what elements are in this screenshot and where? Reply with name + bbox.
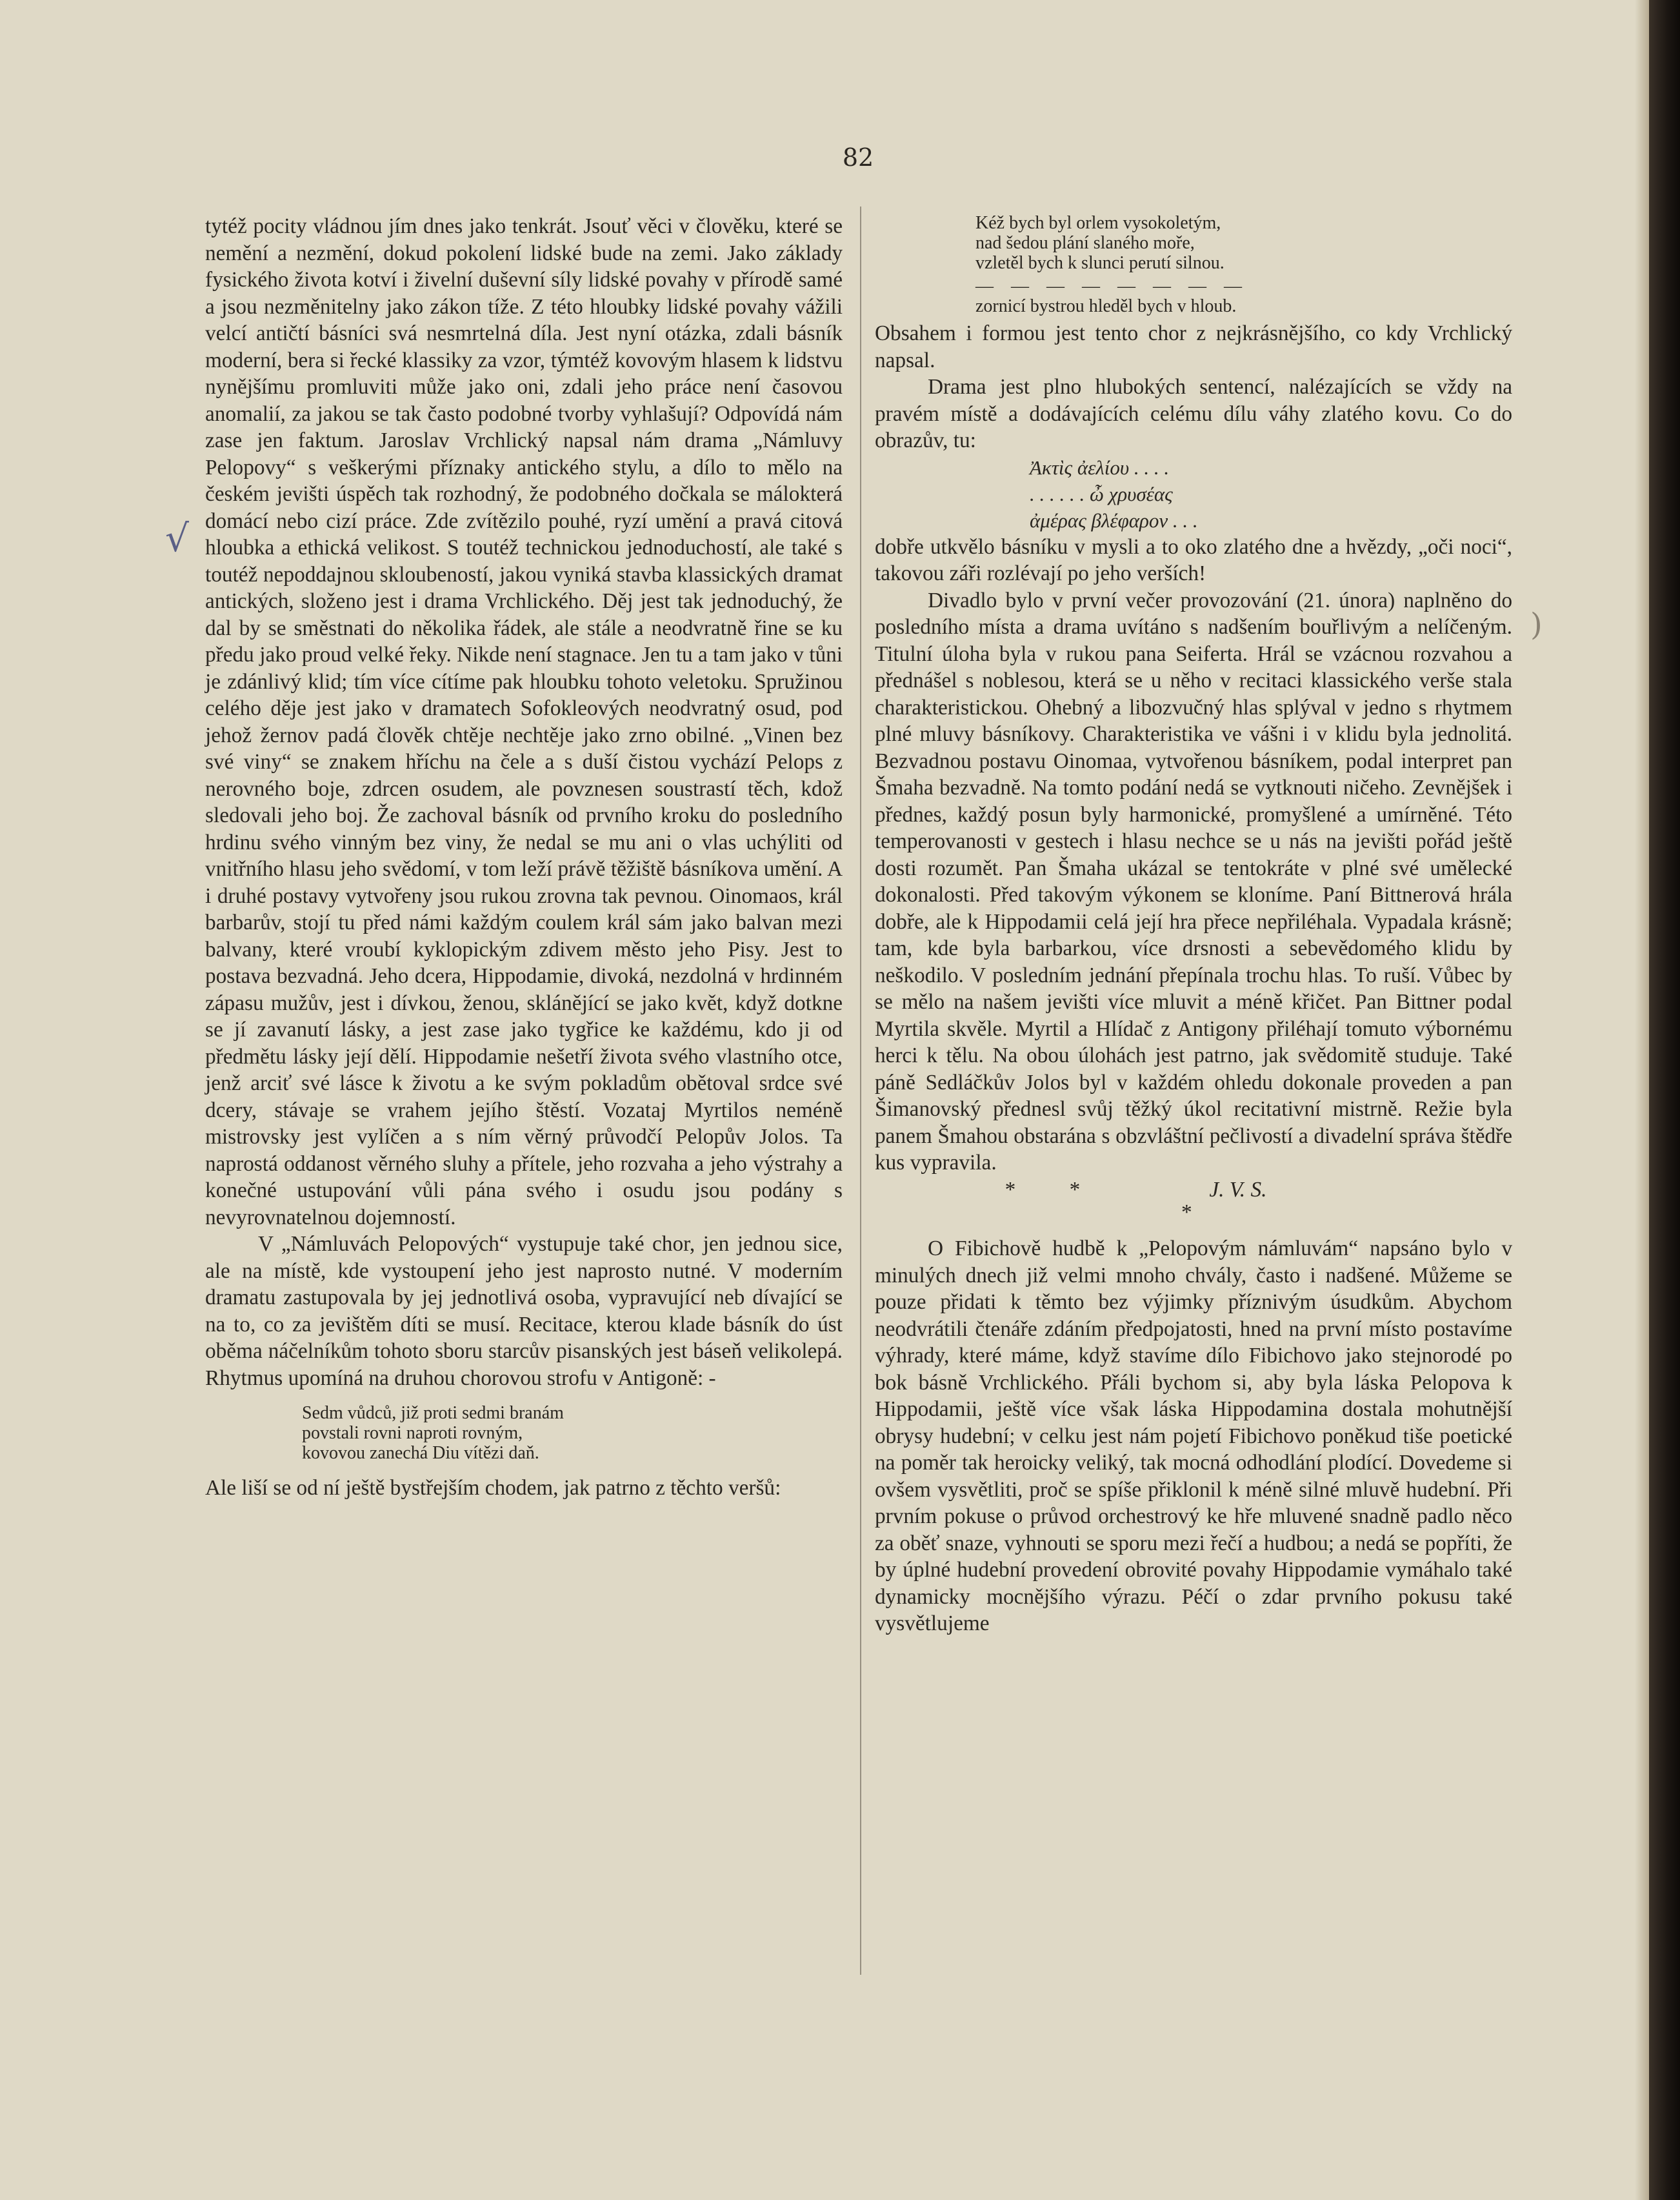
- margin-bracket: ): [1530, 607, 1543, 643]
- left-column: [205, 213, 843, 1502]
- left-paragraph-3: Ale liší se od ní ještě bystřejším chodem, jak patrno z těchto veršů:: [205, 1476, 781, 1500]
- verse-line: vzletěl bych k slunci perutí silnou.: [975, 253, 1225, 273]
- verse-line: Sedm vůdců, již proti sedmi branám: [302, 1403, 564, 1423]
- verse-line: zornicí bystrou hleděl bych v hloub.: [975, 296, 1237, 316]
- verse-line: kovovou zanechá Diu vítězi daň.: [302, 1443, 539, 1463]
- page-number: 82: [842, 143, 874, 172]
- left-paragraph-2: V „Námluvách Pelopových“ vystupuje také chor, jen jednou sice, ale na místě, kde vystoupení jeho jest naprosto nutné. V moderním dramatu zastupovala by jej jednotlivá osoba, vypravující neb dívající se na to, co za jevištěm díti se musí. Recitace, kterou klade básník do úst oběma náčelníkům tohoto sboru starcův pisanských jest báseň velikolepá. Rhytmus upomíná na druhou chorovou strofu v Antigoně: -: [205, 1232, 843, 1390]
- page-edge-shadow: [1635, 0, 1649, 2200]
- right-paragraph-5: O Fibichově hudbě k „Pelopovým námluvám“ napsáno bylo v minulých dnech již velmi mnoho chvály, často i nadšené. Můžeme se pouze přidati k těmto bez výjimky příznivým úsudkům. Abychom neodvrátili čtenáře zdáním předpojatosti, hned na první místo postavíme výhrady, které máme, když stavíme dílo Fibichovo jako stejnorodé po bok básně Vrchlického. Přáli bychom si, aby byla láska Pelopova k Hippodamii, ještě více však láska Hippodamina dostala mohutnější obrysy hudební; v celku jest nám pojetí Fibichovo poněkud tiše poetické na poměr tak heroicky veliký, tak mocná odhodlání plodící. Dovedeme si ovšem vysvětliti, proč se spíše přiklonil k méně silné mluvě hudební. Při prvním pokuse o průvod orchestrový ke hře mluvené snadně padlo něco za oběť snaze, vyhnouti se sporu mezi řečí a hudbou; a nedá se popříti, že by úplné hudební provedení obrovité povahy Hippodamie vymáhalo také dynamicky mocnějšího výrazu. Péčí o zdar prvního pokusu také vysvětlujeme: [875, 1236, 1512, 1635]
- verse-line: Kéž bych byl orlem vysokoletým,: [975, 213, 1221, 233]
- greek-line: Ἀκτὶς ἀελίου . . . .: [1030, 456, 1170, 479]
- chor-verse: [975, 213, 1512, 273]
- greek-line: ἀμέρας βλέφαρον . . .: [1030, 509, 1198, 532]
- star: *: [1069, 1177, 1081, 1202]
- signature-line: [875, 1176, 1512, 1204]
- section-star: *: [1181, 1200, 1192, 1224]
- right-paragraph-1: Obsahem i formou jest tento chor z nejkrásnějšího, co kdy Vrchlický napsal.: [875, 321, 1512, 372]
- antigone-verse: [302, 1403, 843, 1463]
- verse-dashes: — — — — — — — —: [975, 276, 1248, 296]
- star: *: [1005, 1177, 1016, 1202]
- book-spine-edge: [1649, 0, 1680, 2200]
- author-signature: J. V. S.: [1209, 1177, 1267, 1202]
- verse-line: nad šedou plání slaného moře,: [975, 233, 1195, 253]
- right-paragraph-4: Divadlo bylo v první večer provozování (21. února) naplněno do posledního místa a drama uvítáno s nadšením bouřlivým a nelíčeným. Titulní úloha byla v rukou pana Seiferta. Hrál se vzácnou rozvahou a přednášel s noblesou, která se u něho v recitaci klassického verše stala charakteristickou. Ohebný a libozvučný hlas splýval v jedno s rhytmem plné mluvy básníkovy. Charakteristika ve vášni i v klidu byla jednolitá. Bezvadnou postavu Oinomaa, vytvořenou básníkem, podal interpret pan Šmaha bezvadně. Na tomto podání nedá se vytknouti ničeho. Zevnějšek i přednes, každý posun byly harmonické, promyšlené a umírněné. Této temperovanosti v gestech i hlasu nechce se u nás na jevišti pořád ještě dosti rozumět. Pan Šmaha ukázal se tentokráte v plné své umělecké dokonalosti. Před takovým výkonem se kloníme. Paní Bittnerová hrála dobře, ale k Hippodamii celá její hra přece nepřiléhala. Vypadala krásně; tam, kde byla barbarkou, více drsnosti a sebevědomého klidu by neškodilo. V posledním jednání přepínala trochu hlas. To ruší. Vůbec by se mělo na našem jevišti více mluvit a méně křičet. Pan Bittner podal Myrtila skvěle. Myrtil a Hlídač z Antigony přiléhají tomuto výbornému herci k tělu. Na obou úlohách jest patrno, jak svědomitě studuje. Také páně Sedláčkův Jolos byl v každém ohledu dokonale proveden a pan Šimanovský přednesl svůj těžký úkol recitativní mistrně. Režie byla panem Šmahou obstarána s obzvláštní pečlivostí a divadelní správa štědře kus vypravila.: [875, 588, 1512, 1175]
- section-stars: [978, 1176, 1107, 1204]
- right-paragraph-3: dobře utkvělo básníku v mysli a to oko zlatého dne a hvězdy, „oči noci“, takovou záři rozlévají po jeho verších!: [875, 534, 1512, 585]
- greek-quote: [875, 454, 1512, 534]
- column-divider: [860, 207, 861, 1975]
- greek-line: . . . . . . ὦ χρυσέας: [1030, 482, 1173, 505]
- left-paragraph-1: tytéž pocity vládnou jím dnes jako tenkrát. Jsouť věci v člověku, které se nemění a nezmění, dokud pokolení lidské bude na zemi. Jako základy fysického života kotví i živelní duševní síly lidské povahy v přírodě samé a jsou nezměnitelny jako zákon tíže. Z této hloubky lidské povahy vážili velcí antičtí básníci svá nesmrtelná díla. Jest nyní otázka, zdali básník moderní, bera si řecké klassiky za vzor, týmtéž kovovým hlasem k lidstvu nynějšímu promluviti může jako oni, zdali jeho práce není časovou anomalií, za jakou se tak často podobné tvorby vyhlašují? Odpovídá nám zase jen faktum. Jaroslav Vrchlický napsal nám drama „Námluvy Pelopovy“ s veškerými příznaky antického stylu, a dílo to mělo na českém jevišti úspěch tak rozhodný, že podobného dočkala se málokterá domácí nebo cizí práce. Zde zvítězilo pouhé, ryzí umění a pravá citová hloubka a ethická velikost. S toutéž technickou jednoduchostí, ale také s toutéž nepoddajnou skloubeností, jakou vyniká stavba klassických dramat antických, složeno jest i drama Vrchlického. Děj jest tak jednoduchý, že dal by se směstnati do několika řádek, ale stále a neodvratně řine se ku předu jako proud velké řeky. Nikde není stagnace. Jen tu a tam jako v tůni je zdánlivý klid; tím více cítíme pak hloubku tohoto veletoku. Spružinou celého děje jest jako v dramatech Sofokleových neodvratný osud, pod jehož žernov padá člověk chtěje nechtěje jako zrno obilné. „Vinen bez své viny“ se znakem hříchu na čele a s duší čistou vychází Pelops z nerovného boje, zdrcen osudem, ale povznesen soustrastí těch, kdož sledovali jeho boj. Že zachoval básník od prvního kroku do posledního hrdinu svého vinným bez viny, že nedal se mu ani o vlas uchýliti od vnitřního hlasu jeho svědomí, v tom leží právě těžiště básníkova umění. A i druhé postavy vytvořeny jsou rukou zrovna tak pevnou. Oinomaos, král barbarův, stojí tu před námi každým coulem král sám jako balvan mezi balvany, které vroubí kyklopickým zdivem město jeho Pisy. Jest to postava bezvadná. Jeho dcera, Hippodamie, divoká, nezdolná v hrdinném zápasu mužův, jest i dívkou, ženou, sklánějící se jako květ, když dotkne se jí zavanutí lásky, a jest zase jako tygřice ke každému, kdo ji od předmětu lásky její dělí. Hippodamie nešetří života svého vlastního otce, jenž arciť své lásce k životu a ke svým pokladům obětoval srdce své dcery, stávaje se vrahem jejího štěstí. Vozataj Myrtilos neméně mistrovsky jest vylíčen a s ním věrný průvodčí Pelopův Jolos. Ta naprostá oddanost věrného sluhy a přítele, jeho rozvaha a jeho výstrahy a konečné ustupování vůli pána svého i osudu jsou podány s nevyrovnatelnou dojemností.: [205, 214, 843, 1229]
- right-column: [875, 213, 1512, 1637]
- margin-checkmark: √: [165, 516, 189, 560]
- right-paragraph-2: Drama jest plno hlubokých sentencí, nalézajících se vždy na pravém místě a dodávajících celému dílu váhy zlatého kovu. Co do obrazův, tu:: [875, 375, 1512, 452]
- verse-line: povstali rovni naproti rovným,: [302, 1423, 523, 1443]
